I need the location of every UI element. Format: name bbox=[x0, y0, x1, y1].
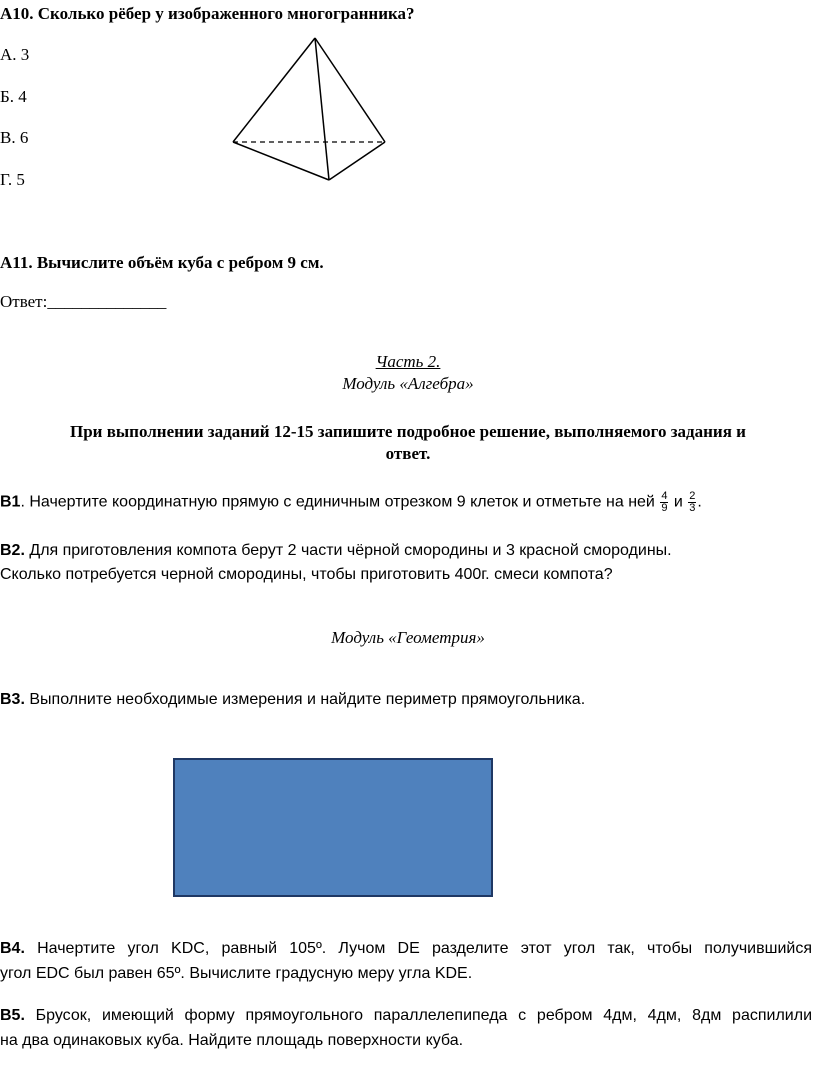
module-geometry-heading: Модуль «Геометрия» bbox=[331, 628, 485, 647]
task-b2-line-1: В2. Для приготовления компота берут 2 части чёрной смородины и 3 красной смородины. bbox=[0, 542, 672, 559]
answer-line-a11: Ответ:______________ bbox=[0, 292, 167, 311]
task-b1-text: . Начертите координатную прямую с единичным отрезком 9 клеток и отметьте на ней bbox=[20, 493, 660, 511]
pyramid-edge-front bbox=[315, 38, 329, 180]
pyramid-base-left bbox=[233, 142, 329, 180]
task-b3: В3. Выполните необходимые измерения и найдите периметр прямоугольника. bbox=[0, 691, 586, 708]
task-b1-label: В1 bbox=[0, 493, 21, 511]
task-b5-line-2: на два одинаковых куба. Найдите площадь поверхности куба. bbox=[0, 1032, 464, 1049]
part-2-title: Часть 2. bbox=[375, 352, 441, 371]
task-b3-label: В3. bbox=[0, 691, 25, 708]
fraction-4-9: $\frac{4}{9}$ bbox=[661, 490, 668, 514]
task-b5-line-1: В5. Брусок, имеющий форму прямоугольного параллелепипеда с ребром 4дм, 4дм, 8дм распилили bbox=[0, 1007, 812, 1024]
task-b1: В1. Начертите координатную прямую с единичным отрезком 9 клеток и отметьте на ней $\frac{4}{9}$ и $\frac{2}{3}$ . bbox=[0, 490, 702, 514]
task-b4-line-2: угол EDC был равен 65º. Вычислите градусную меру угла KDE. bbox=[0, 965, 473, 982]
task-b4-line-1: В4. Начертите угол KDC, равный 105º. Лучом DE разделите этот угол так, чтобы получившийся bbox=[0, 940, 812, 957]
task-b2-line-2: Сколько потребуется черной смородины, чтобы приготовить 400г. смеси компота? bbox=[0, 566, 613, 583]
question-a10: А10. Сколько рёбер у изображенного многогранника? bbox=[0, 4, 415, 23]
pyramid-base-right bbox=[329, 142, 385, 180]
task-b2-label: В2. bbox=[0, 542, 25, 559]
pyramid-figure bbox=[225, 30, 395, 190]
instruction-line-2: ответ. bbox=[385, 444, 431, 463]
pyramid-edge-right bbox=[315, 38, 385, 142]
rectangle-figure bbox=[173, 758, 493, 897]
fraction-2-3: $\frac{2}{3}$ bbox=[689, 490, 696, 514]
task-b5-label: В5. bbox=[0, 1007, 25, 1024]
instruction-line-1: При выполнении заданий 12-15 запишите подробное решение, выполняемого задания и bbox=[70, 422, 746, 441]
task-b4-label: В4. bbox=[0, 940, 25, 957]
answer-option-c: В. 6 bbox=[0, 128, 29, 147]
answer-option-d: Г. 5 bbox=[0, 170, 25, 189]
question-a11: А11. Вычислите объём куба с ребром 9 см. bbox=[0, 253, 324, 272]
pyramid-edge-left bbox=[233, 38, 315, 142]
answer-option-b: Б. 4 bbox=[0, 87, 27, 106]
module-algebra-heading: Модуль «Алгебра» bbox=[342, 374, 474, 393]
answer-option-a: А. 3 bbox=[0, 45, 30, 64]
